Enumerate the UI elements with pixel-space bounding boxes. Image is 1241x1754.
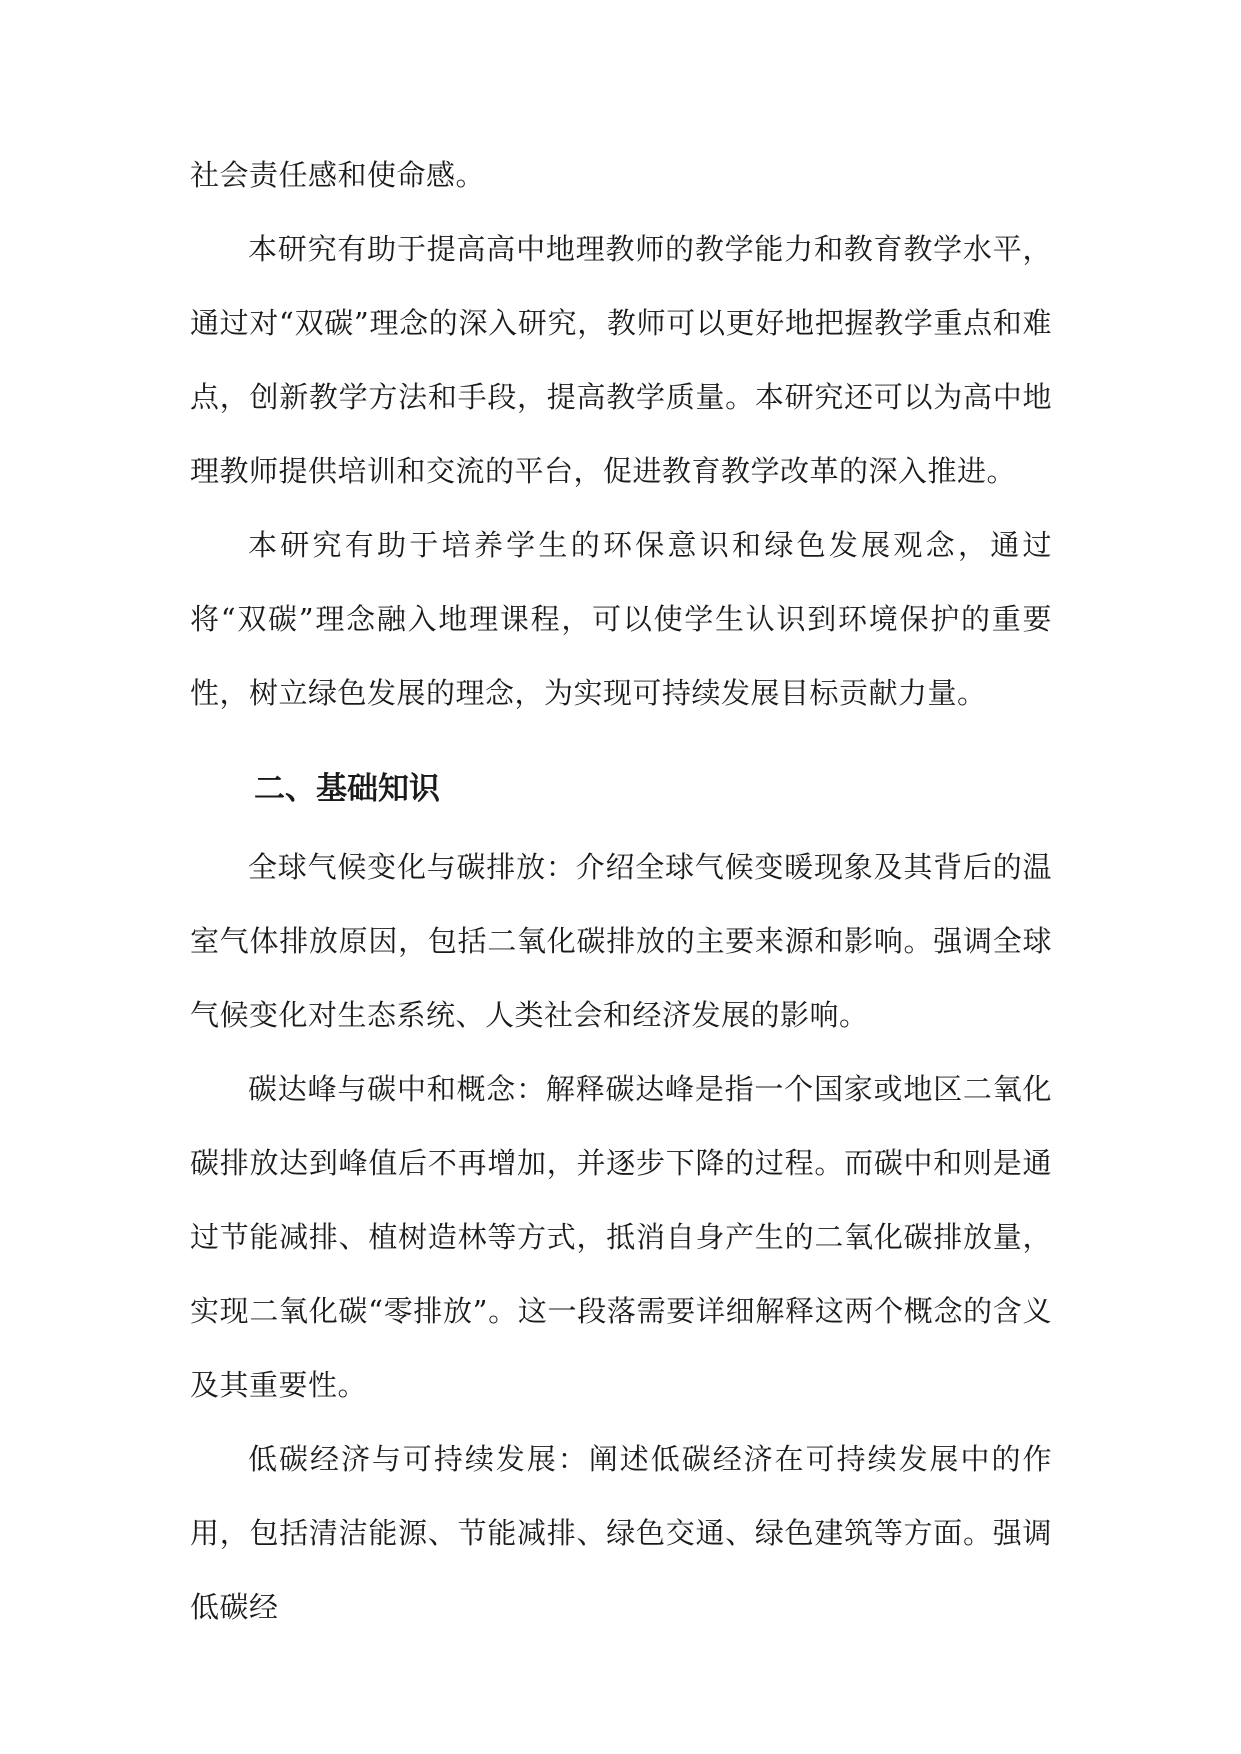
paragraph-student-awareness: 本研究有助于培养学生的环保意识和绿色发展观念，通过将“双碳”理念融入地理课程，可以使学生认识到环境保护的重要性，树立绿色发展的理念，为实现可持续发展目标贡献力量。 (190, 528, 1052, 710)
document-page (190, 138, 1052, 1644)
paragraph-climate-change: 全球气候变化与碳排放：介绍全球气候变暖现象及其背后的温室气体排放原因，包括二氧化碳排放的主要来源和影响。强调全球气候变化对生态系统、人类社会和经济发展的影响。 (190, 850, 1052, 1032)
paragraph-continuation: 社会责任感和使命感。 (190, 158, 486, 192)
section-heading: 二、基础知识 (254, 771, 440, 807)
paragraph-teacher-ability: 本研究有助于提高高中地理教师的教学能力和教育教学水平，通过对“双碳”理念的深入研究，教师可以更好地把握教学重点和难点，创新教学方法和手段，提高教学质量。本研究还可以为高中地理教师提供培训和交流的平台，促进教育教学改革的深入推进。 (190, 232, 1052, 488)
paragraph-carbon-peak-neutrality: 碳达峰与碳中和概念：解释碳达峰是指一个国家或地区二氧化碳排放达到峰值后不再增加，并逐步下降的过程。而碳中和则是通过节能减排、植树造林等方式，抵消自身产生的二氧化碳排放量，实现二氧化碳“零排放”。这一段落需要详细解释这两个概念的含义及其重要性。 (190, 1072, 1052, 1402)
paragraph-low-carbon-economy: 低碳经济与可持续发展：阐述低碳经济在可持续发展中的作用，包括清洁能源、节能减排、绿色交通、绿色建筑等方面。强调低碳经 (190, 1442, 1052, 1624)
